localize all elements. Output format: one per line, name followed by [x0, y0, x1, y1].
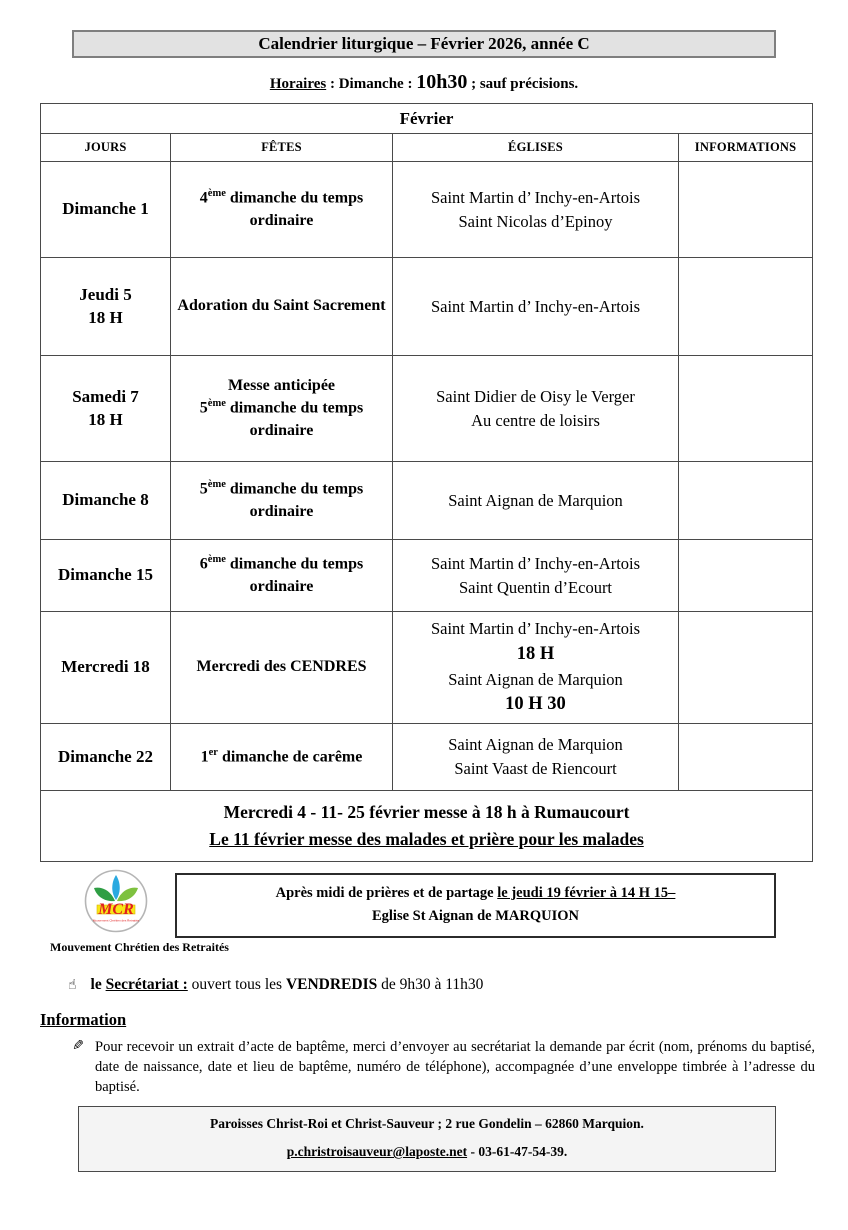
fete-cell: Adoration du Saint Sacrement [171, 258, 393, 356]
table-row [41, 356, 813, 462]
secretariat-label: Secrétariat : [105, 976, 188, 994]
svg-text:MCR: MCR [98, 901, 134, 918]
column-header-jours: JOURS [41, 134, 171, 162]
rumaucourt-note: Mercredi 4 - 11- 25 février messe à 18 h à Rumaucourt [223, 801, 630, 822]
informations-cell [679, 612, 813, 724]
information-heading: Information [40, 1010, 127, 1030]
calendar-table [40, 103, 813, 862]
horaires-time: 10h30 [416, 71, 468, 93]
informations-cell [679, 356, 813, 462]
time-18h: 18 H [516, 643, 555, 664]
jour-cell: Samedi 7 18 H [41, 356, 171, 462]
table-row [41, 258, 813, 356]
jour-cell: Mercredi 18 [41, 612, 171, 724]
mcr-announcement-box [175, 873, 776, 938]
mcr-section [84, 869, 776, 938]
month-caption: Février [41, 104, 813, 134]
column-header-fetes: FÊTES [171, 134, 393, 162]
malades-note: Le 11 février messe des malades et prière pour les malades [209, 829, 644, 849]
table-row [41, 540, 813, 612]
informations-cell [679, 540, 813, 612]
horaires-line [0, 71, 848, 94]
mcr-caption: Mouvement Chrétien des Retraités [50, 940, 229, 955]
eglises-cell: Saint Didier de Oisy le Verger Au centre de loisirs [393, 356, 679, 462]
table-row [41, 612, 813, 724]
document-title-box [72, 30, 776, 58]
page [0, 30, 848, 1230]
eglises-cell: Saint Martin d’ Inchy-en-Artois Saint Nicolas d’Epinoy [393, 162, 679, 258]
mcr-line2: Eglise St Aignan de MARQUION [371, 908, 580, 925]
svg-text:Mouvement Chrétien des Retrait: Mouvement Chrétien des Retraités [92, 918, 140, 923]
jour-cell: Dimanche 1 [41, 162, 171, 258]
time-10h30: 10 H 30 [505, 694, 566, 715]
informations-cell [679, 462, 813, 540]
eglises-cell: Saint Aignan de Marquion [393, 462, 679, 540]
column-header-eglises: ÉGLISES [393, 134, 679, 162]
table-row [41, 462, 813, 540]
horaires-suffix: ; sauf précisions. [467, 76, 579, 92]
parish-contact-box [78, 1106, 776, 1172]
eglises-cell: Saint Martin d’ Inchy-en-Artois [393, 258, 679, 356]
parish-contact-line: p.christroisauveur@laposte.net - 03-61-47-54-39. [286, 1144, 568, 1160]
table-row [41, 162, 813, 258]
column-header-informations: INFORMATIONS [679, 134, 813, 162]
hand-pointer-icon: ☝ [68, 977, 77, 994]
table-footer-row [41, 791, 813, 862]
table-header-row [41, 134, 813, 162]
fete-cell: 1er dimanche de carême [171, 724, 393, 791]
fete-cell: 5ème dimanche du temps ordinaire [171, 462, 393, 540]
parish-phone: 03-61-47-54-39. [478, 1144, 568, 1160]
mcr-line1: Après midi de prières et de partage le jeudi 19 février à 14 H 15– [275, 885, 676, 901]
parish-address: Paroisses Christ-Roi et Christ-Sauveur ; 2 rue Gondelin – 62860 Marquion. [210, 1116, 644, 1132]
parish-email-link[interactable]: p.christroisauveur@laposte.net [286, 1144, 468, 1160]
mcr-logo-icon [84, 869, 148, 933]
informations-cell [679, 162, 813, 258]
fete-cell: Mercredi des CENDRES [171, 612, 393, 724]
jour-cell: Jeudi 5 18 H [41, 258, 171, 356]
information-text: Pour recevoir un extrait d’acte de baptême, merci d’envoyer au secrétariat la demande par écrit (nom, prénoms du baptisé, date de naissance, date et lieu de baptême, numéro de téléphone), accompagnée d’une enveloppe timbrée à l’adresse du baptisé. [95, 1039, 815, 1096]
table-footer-note [41, 791, 813, 862]
eglises-cell: Saint Martin d’ Inchy-en-Artois 18 H Saint Aignan de Marquion 10 H 30 [393, 612, 679, 724]
horaires-mid: : Dimanche : [326, 76, 417, 92]
eglises-cell: Saint Martin d’ Inchy-en-Artois Saint Quentin d’Ecourt [393, 540, 679, 612]
informations-cell [679, 258, 813, 356]
jour-cell: Dimanche 15 [41, 540, 171, 612]
fete-cell: 4ème dimanche du temps ordinaire [171, 162, 393, 258]
secretariat-days: VENDREDIS [285, 976, 378, 994]
secretariat-line: ☝ le Secrétariat : ouvert tous les VENDREDIS de 9h30 à 11h30 [68, 976, 484, 994]
eglises-cell: Saint Aignan de Marquion Saint Vaast de Riencourt [393, 724, 679, 791]
jour-cell: Dimanche 22 [41, 724, 171, 791]
horaires-label: Horaires [269, 76, 327, 92]
table-row [41, 724, 813, 791]
fete-cell: 6ème dimanche du temps ordinaire [171, 540, 393, 612]
table-caption-row [41, 104, 813, 134]
jour-cell: Dimanche 8 [41, 462, 171, 540]
informations-cell [679, 724, 813, 791]
pen-icon: ✎ [72, 1038, 84, 1055]
document-title: Calendrier liturgique – Février 2026, année C [258, 34, 590, 53]
fete-cell: Messe anticipée 5ème dimanche du temps ordinaire [171, 356, 393, 462]
information-paragraph [64, 1037, 815, 1097]
